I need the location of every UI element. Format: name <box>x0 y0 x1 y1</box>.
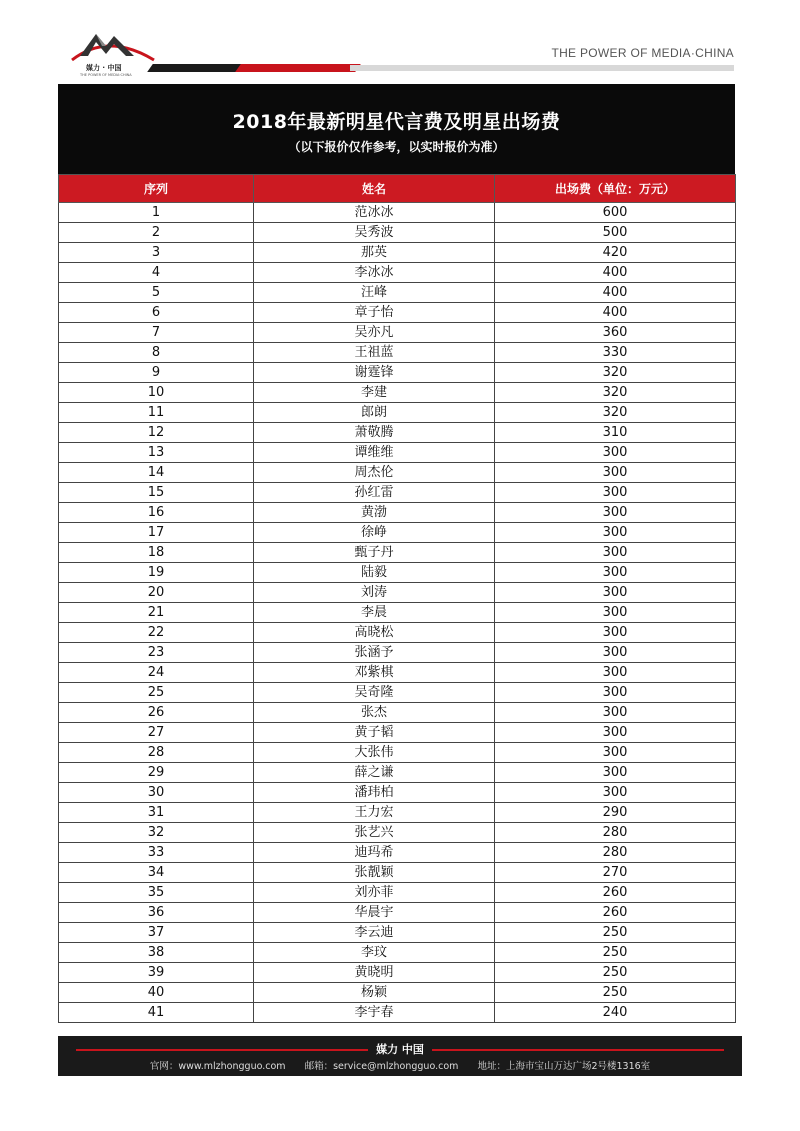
cell-index: 34 <box>59 863 254 883</box>
cell-name: 徐峥 <box>254 523 495 543</box>
table-row <box>59 783 736 803</box>
media-china-logo <box>58 26 160 84</box>
cell-index: 37 <box>59 923 254 943</box>
cell-fee: 300 <box>495 723 736 743</box>
table-row <box>59 843 736 863</box>
cell-name: 李晨 <box>254 603 495 623</box>
cell-fee: 300 <box>495 503 736 523</box>
cell-index: 31 <box>59 803 254 823</box>
cell-fee: 400 <box>495 283 736 303</box>
cell-name: 潘玮柏 <box>254 783 495 803</box>
table-row <box>59 583 736 603</box>
table-row <box>59 483 736 503</box>
cell-index: 14 <box>59 463 254 483</box>
cell-index: 19 <box>59 563 254 583</box>
table-row <box>59 343 736 363</box>
table-row <box>59 983 736 1003</box>
cell-name: 李玟 <box>254 943 495 963</box>
cell-index: 2 <box>59 223 254 243</box>
cell-fee: 300 <box>495 783 736 803</box>
cell-name: 张杰 <box>254 703 495 723</box>
table-row <box>59 923 736 943</box>
cell-index: 33 <box>59 843 254 863</box>
cell-name: 李云迪 <box>254 923 495 943</box>
cell-fee: 400 <box>495 303 736 323</box>
cell-fee: 300 <box>495 563 736 583</box>
cell-fee: 320 <box>495 363 736 383</box>
cell-name: 黄子韬 <box>254 723 495 743</box>
cell-index: 3 <box>59 243 254 263</box>
table-row <box>59 723 736 743</box>
cell-fee: 300 <box>495 523 736 543</box>
footer-address: 地址：上海市宝山万达广场2号楼1316室 <box>477 1061 651 1072</box>
cell-index: 4 <box>59 263 254 283</box>
footer-website: 官网：www.mlzhongguo.com <box>149 1061 286 1072</box>
cell-index: 32 <box>59 823 254 843</box>
table-header-row <box>59 175 736 203</box>
cell-name: 张涵予 <box>254 643 495 663</box>
cell-fee: 310 <box>495 423 736 443</box>
cell-index: 41 <box>59 1003 254 1023</box>
cell-index: 25 <box>59 683 254 703</box>
cell-name: 薛之谦 <box>254 763 495 783</box>
table-row <box>59 263 736 283</box>
cell-fee: 260 <box>495 883 736 903</box>
cell-index: 16 <box>59 503 254 523</box>
logo-text: 媒力 · 中国 <box>86 64 122 72</box>
cell-fee: 250 <box>495 983 736 1003</box>
table-row <box>59 763 736 783</box>
cell-index: 7 <box>59 323 254 343</box>
cell-fee: 300 <box>495 763 736 783</box>
cell-name: 华晨宇 <box>254 903 495 923</box>
cell-index: 40 <box>59 983 254 1003</box>
cell-fee: 400 <box>495 263 736 283</box>
table-row <box>59 743 736 763</box>
cell-name: 李建 <box>254 383 495 403</box>
cell-index: 30 <box>59 783 254 803</box>
cell-index: 29 <box>59 763 254 783</box>
column-header-index: 序列 <box>59 175 254 203</box>
page-subtitle: （以下报价仅作参考，以实时报价为准） <box>288 140 505 154</box>
cell-fee: 300 <box>495 463 736 483</box>
cell-name: 甄子丹 <box>254 543 495 563</box>
table-row <box>59 563 736 583</box>
table-row <box>59 623 736 643</box>
cell-name: 吴亦凡 <box>254 323 495 343</box>
cell-name: 那英 <box>254 243 495 263</box>
column-header-fee: 出场费（单位：万元） <box>495 175 736 203</box>
cell-fee: 320 <box>495 383 736 403</box>
cell-index: 5 <box>59 283 254 303</box>
cell-name: 汪峰 <box>254 283 495 303</box>
cell-fee: 270 <box>495 863 736 883</box>
table-row <box>59 443 736 463</box>
cell-name: 陆毅 <box>254 563 495 583</box>
cell-fee: 300 <box>495 663 736 683</box>
cell-index: 20 <box>59 583 254 603</box>
cell-fee: 300 <box>495 623 736 643</box>
cell-fee: 500 <box>495 223 736 243</box>
cell-name: 张靓颖 <box>254 863 495 883</box>
cell-index: 11 <box>59 403 254 423</box>
cell-index: 9 <box>59 363 254 383</box>
cell-name: 大张伟 <box>254 743 495 763</box>
cell-name: 吴秀波 <box>254 223 495 243</box>
cell-fee: 300 <box>495 643 736 663</box>
cell-index: 38 <box>59 943 254 963</box>
cell-fee: 240 <box>495 1003 736 1023</box>
cell-name: 迪玛希 <box>254 843 495 863</box>
fee-table <box>58 174 736 1023</box>
table-row <box>59 243 736 263</box>
cell-index: 24 <box>59 663 254 683</box>
footer-contacts <box>58 1058 742 1072</box>
cell-name: 王祖蓝 <box>254 343 495 363</box>
cell-index: 28 <box>59 743 254 763</box>
cell-index: 1 <box>59 203 254 223</box>
table-row <box>59 363 736 383</box>
table-row <box>59 303 736 323</box>
table-row <box>59 543 736 563</box>
cell-index: 13 <box>59 443 254 463</box>
cell-fee: 300 <box>495 743 736 763</box>
title-banner <box>58 84 735 174</box>
table-row <box>59 1003 736 1023</box>
table-row <box>59 503 736 523</box>
table-row <box>59 383 736 403</box>
cell-name: 谢霆锋 <box>254 363 495 383</box>
header-tagline: THE POWER OF MEDIA·CHINA <box>551 46 734 60</box>
table-row <box>59 463 736 483</box>
table-row <box>59 803 736 823</box>
cell-fee: 300 <box>495 703 736 723</box>
table-row <box>59 643 736 663</box>
cell-index: 26 <box>59 703 254 723</box>
cell-name: 邓紫棋 <box>254 663 495 683</box>
cell-fee: 300 <box>495 483 736 503</box>
cell-name: 范冰冰 <box>254 203 495 223</box>
cell-name: 章子怡 <box>254 303 495 323</box>
cell-name: 周杰伦 <box>254 463 495 483</box>
cell-fee: 250 <box>495 923 736 943</box>
table-row <box>59 603 736 623</box>
cell-name: 张艺兴 <box>254 823 495 843</box>
footer-email: 邮箱：service@mlzhongguo.com <box>304 1061 459 1072</box>
cell-name: 吴奇隆 <box>254 683 495 703</box>
cell-fee: 250 <box>495 963 736 983</box>
header-stripe-gray <box>350 65 734 71</box>
cell-name: 杨颖 <box>254 983 495 1003</box>
cell-name: 李宇春 <box>254 1003 495 1023</box>
cell-fee: 420 <box>495 243 736 263</box>
cell-fee: 360 <box>495 323 736 343</box>
table-row <box>59 883 736 903</box>
page-title: 2018年最新明星代言费及明星出场费 <box>232 111 561 133</box>
table-row <box>59 283 736 303</box>
cell-index: 35 <box>59 883 254 903</box>
cell-fee: 290 <box>495 803 736 823</box>
cell-fee: 260 <box>495 903 736 923</box>
cell-fee: 280 <box>495 843 736 863</box>
cell-index: 17 <box>59 523 254 543</box>
cell-index: 6 <box>59 303 254 323</box>
cell-name: 谭维维 <box>254 443 495 463</box>
table-row <box>59 903 736 923</box>
cell-fee: 320 <box>495 403 736 423</box>
cell-index: 36 <box>59 903 254 923</box>
table-row <box>59 403 736 423</box>
cell-index: 10 <box>59 383 254 403</box>
table-row <box>59 823 736 843</box>
cell-fee: 300 <box>495 543 736 563</box>
table-row <box>59 223 736 243</box>
table-row <box>59 523 736 543</box>
header-stripe-red <box>235 64 361 72</box>
cell-index: 21 <box>59 603 254 623</box>
table-row <box>59 683 736 703</box>
cell-fee: 300 <box>495 583 736 603</box>
footer-brand: 媒力 中国 <box>376 1043 424 1056</box>
table-body <box>59 203 736 1023</box>
cell-name: 萧敬腾 <box>254 423 495 443</box>
cell-name: 黄渤 <box>254 503 495 523</box>
cell-index: 39 <box>59 963 254 983</box>
cell-fee: 300 <box>495 603 736 623</box>
table-row <box>59 203 736 223</box>
table-row <box>59 963 736 983</box>
mountain-logo-icon <box>58 26 160 66</box>
column-header-name: 姓名 <box>254 175 495 203</box>
cell-name: 黄晓明 <box>254 963 495 983</box>
cell-index: 27 <box>59 723 254 743</box>
cell-name: 刘亦菲 <box>254 883 495 903</box>
cell-fee: 600 <box>495 203 736 223</box>
cell-index: 23 <box>59 643 254 663</box>
cell-fee: 330 <box>495 343 736 363</box>
table-row <box>59 863 736 883</box>
cell-index: 18 <box>59 543 254 563</box>
logo-subtext: THE POWER OF MEDIA·CHINA <box>80 73 132 77</box>
cell-name: 高晓松 <box>254 623 495 643</box>
cell-fee: 280 <box>495 823 736 843</box>
cell-fee: 300 <box>495 683 736 703</box>
cell-index: 8 <box>59 343 254 363</box>
cell-name: 孙红雷 <box>254 483 495 503</box>
cell-fee: 300 <box>495 443 736 463</box>
table-row <box>59 703 736 723</box>
table-row <box>59 943 736 963</box>
cell-name: 王力宏 <box>254 803 495 823</box>
cell-name: 李冰冰 <box>254 263 495 283</box>
table-row <box>59 663 736 683</box>
cell-index: 12 <box>59 423 254 443</box>
footer <box>58 1036 742 1076</box>
table-row <box>59 323 736 343</box>
cell-name: 郎朗 <box>254 403 495 423</box>
cell-index: 15 <box>59 483 254 503</box>
cell-fee: 250 <box>495 943 736 963</box>
table-row <box>59 423 736 443</box>
cell-name: 刘涛 <box>254 583 495 603</box>
cell-index: 22 <box>59 623 254 643</box>
